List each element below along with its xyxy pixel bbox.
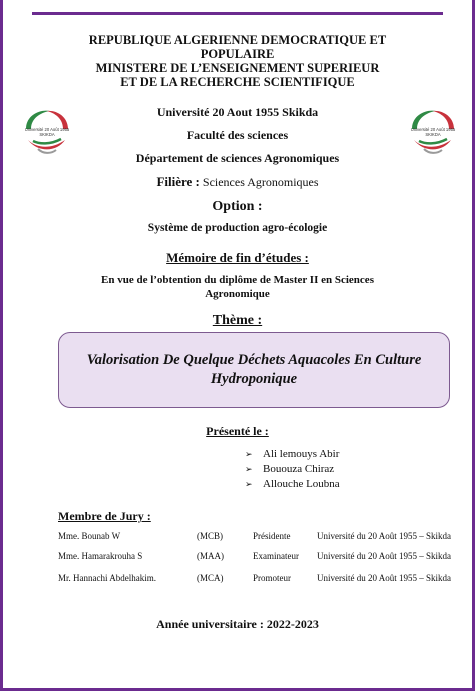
arrow-bullet-icon: ➢ bbox=[245, 464, 253, 474]
academic-year: Année universitaire : 2022-2023 bbox=[156, 617, 319, 631]
jury-member-university: Université du 20 Août 1955 – Skikda bbox=[317, 531, 451, 541]
department-name: Département de sciences Agronomiques bbox=[135, 151, 340, 165]
jury-member-name: Mme. Hamarakrouha S bbox=[58, 551, 143, 561]
university-name: Université 20 Aout 1955 Skikda bbox=[156, 105, 319, 119]
top-rule bbox=[32, 12, 443, 15]
logo-caption-line2: SKIKDA bbox=[425, 132, 441, 137]
ministry-title: MINISTERE DE L’ENSEIGNEMENT SUPERIEUR bbox=[95, 61, 380, 75]
jury-member-grade: (MCB) bbox=[197, 531, 224, 541]
option-label: Option : bbox=[212, 199, 263, 214]
jury-member-name: Mme. Bounab W bbox=[58, 531, 121, 541]
jury-member-grade: (MAA) bbox=[197, 551, 224, 561]
memoire-subtitle-line2: Agronomique bbox=[205, 288, 270, 300]
memoire-subtitle-line1: En vue de l’obtention du diplôme de Master II en Sciences bbox=[101, 274, 374, 286]
logo-caption-line1: Université 20 Août 1955 bbox=[24, 127, 70, 132]
filiere-value: Sciences Agronomiques bbox=[202, 175, 319, 189]
student-item bbox=[245, 477, 340, 492]
filiere-line bbox=[0, 174, 475, 190]
jury-row bbox=[58, 531, 466, 545]
jury-title: Membre de Jury : bbox=[58, 509, 151, 523]
student-name: Ali lemouys Abir bbox=[263, 448, 340, 460]
presented-label: Présenté le : bbox=[206, 424, 269, 438]
theme-label: Thème : bbox=[212, 313, 263, 328]
jury-row bbox=[58, 573, 466, 587]
option-value: Système de production agro-écologie bbox=[147, 222, 328, 234]
jury-member-grade: (MCA) bbox=[197, 573, 224, 583]
student-name: Bououza Chiraz bbox=[263, 463, 335, 475]
arrow-bullet-icon: ➢ bbox=[245, 479, 253, 489]
memoire-title: Mémoire de fin d’études : bbox=[166, 250, 309, 265]
faculty-name: Faculté des sciences bbox=[186, 128, 289, 142]
jury-member-role: Présidente bbox=[253, 531, 291, 541]
republic-title: REPUBLIQUE ALGERIENNE DEMOCRATIQUE ET POPULAIRE bbox=[88, 33, 387, 61]
jury-row bbox=[58, 551, 466, 565]
theme-title: Valorisation De Quelque Déchets Aquacoles En Culture Hydroponique bbox=[86, 352, 422, 387]
jury-member-role: Examinateur bbox=[253, 551, 299, 561]
jury-member-university: Université du 20 Août 1955 – Skikda bbox=[317, 573, 451, 583]
jury-member-name: Mr. Hannachi Abdelhakim. bbox=[58, 573, 156, 583]
student-name: Allouche Loubna bbox=[263, 478, 340, 490]
jury-member-university: Université du 20 Août 1955 – Skikda bbox=[317, 551, 451, 561]
arrow-bullet-icon: ➢ bbox=[245, 449, 253, 459]
page-header bbox=[70, 33, 405, 89]
research-title: ET DE LA RECHERCHE SCIENTIFIQUE bbox=[120, 75, 355, 89]
students-list bbox=[245, 447, 340, 492]
student-item bbox=[245, 462, 340, 477]
logo-caption-line2: SKIKDA bbox=[39, 132, 55, 137]
theme-title-box bbox=[58, 332, 450, 408]
jury-member-role: Promoteur bbox=[253, 573, 291, 583]
logo-caption-line1: Université 20 Août 1955 bbox=[410, 127, 456, 132]
filiere-label: Filière : bbox=[156, 174, 200, 189]
student-item bbox=[245, 447, 340, 462]
